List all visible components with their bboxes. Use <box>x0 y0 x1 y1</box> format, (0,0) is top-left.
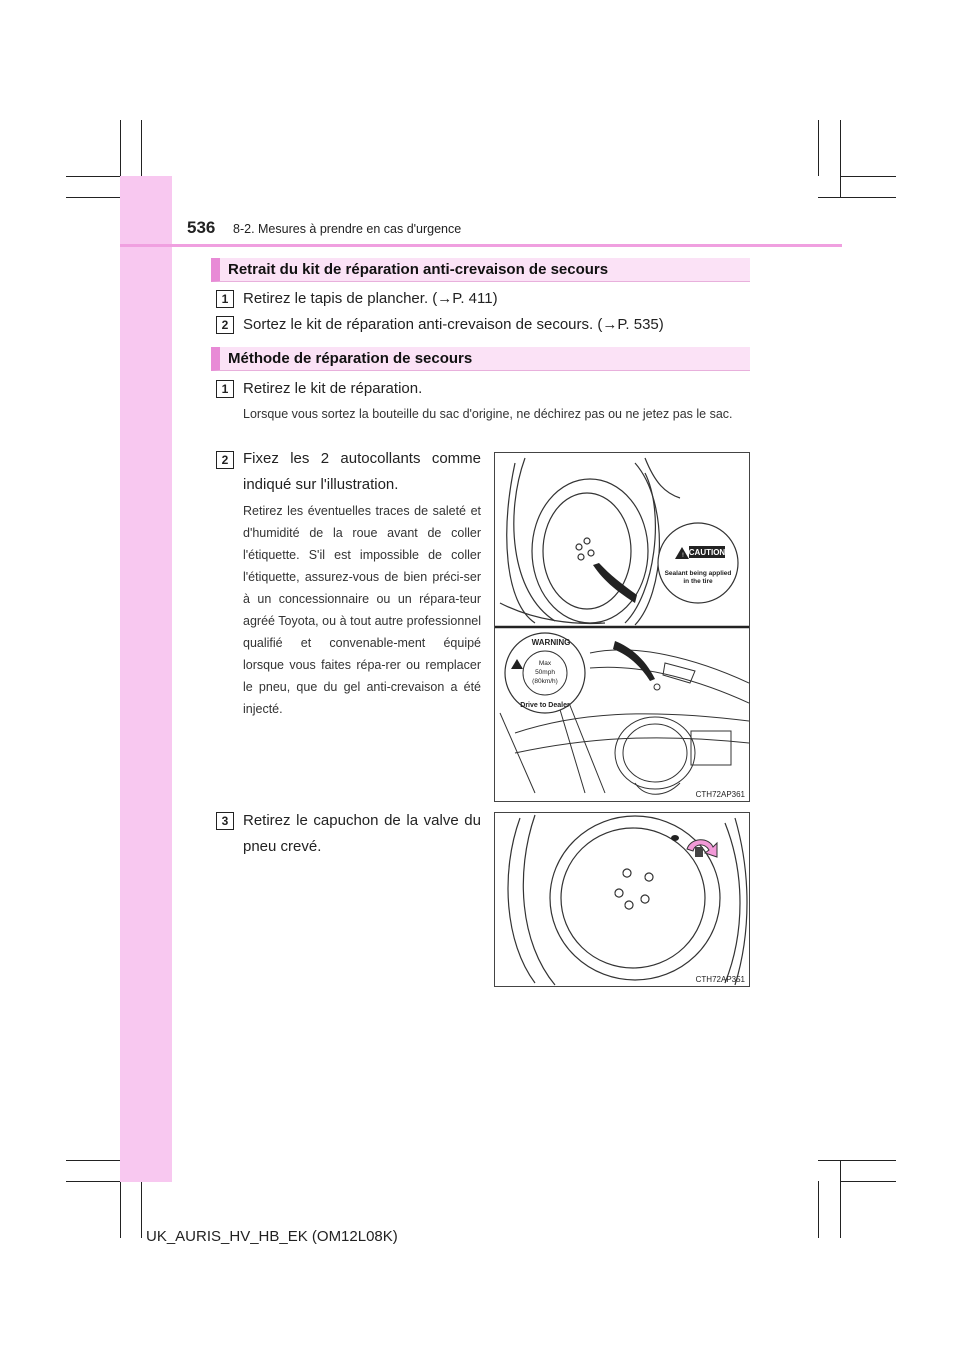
header-rule <box>120 244 842 247</box>
step-number: 3 <box>216 812 234 830</box>
step-number: 2 <box>216 316 234 334</box>
crop-mark <box>818 197 896 198</box>
wheel-valve-drawing <box>495 813 749 986</box>
crop-mark <box>840 1160 841 1238</box>
warning-bottom-text: Drive to Dealer <box>520 702 570 709</box>
crop-mark <box>840 1181 896 1182</box>
crop-mark <box>120 1181 121 1238</box>
warning-speed: 50mph <box>535 669 555 676</box>
step-note: Lorsque vous sortez la bouteille du sac d'origine, ne déchirez pas ou ne jetez pas le sac. <box>243 407 733 421</box>
step-text: Retirez le kit de réparation. <box>243 380 423 397</box>
figure-code: CTH72AP361 <box>695 790 745 799</box>
valve-cap-icon <box>671 835 703 857</box>
step-number: 2 <box>216 451 234 469</box>
footer-model-code: UK_AURIS_HV_HB_EK (OM12L08K) <box>146 1228 398 1245</box>
crop-mark <box>840 120 841 198</box>
step-text: Sortez le kit de réparation anti-crevaison de secours. (→P. 535) <box>243 316 664 333</box>
step-text: Retirez le tapis de plancher. (→P. 411) <box>243 290 498 307</box>
arrow-icon <box>613 641 655 681</box>
step-note: Retirez les éventuelles traces de saleté et d'humidité de la roue avant de coller l'étiquette. S'il est impossible de coller l'étiquette, assurez-vous de bien préci-ser à un concessionnaire ou un répara-teur agréé Toyota, ou à tout autre professionnel qualifié et convenable-ment équipé lorsque vous faites répa-rer ou remplacer le pneu, que du gel anti-crevaison a été injecté. <box>243 504 481 716</box>
wheel-and-dashboard-drawing <box>495 453 749 801</box>
svg-text:!: ! <box>682 553 684 559</box>
crop-mark <box>840 176 896 177</box>
crop-mark <box>66 176 120 177</box>
step-number: 1 <box>216 380 234 398</box>
warning-max: Max <box>538 660 552 667</box>
arrow-icon <box>593 563 637 603</box>
crop-mark <box>66 1181 120 1182</box>
illustration-valve-cap <box>494 812 750 987</box>
step-number: 1 <box>216 290 234 308</box>
page-number: 536 <box>187 218 216 237</box>
step-text: Fixez les 2 autocollants comme indiqué sur l'illustration. <box>243 450 481 493</box>
step-text: Retirez le capuchon de la valve du pneu crevé. <box>243 812 481 855</box>
warning-kmh: (80km/h) <box>532 678 558 685</box>
caution-sticker <box>658 523 738 603</box>
section-heading-removal: Retrait du kit de réparation anti-crevaison de secours <box>211 258 750 282</box>
crop-mark <box>818 1160 896 1161</box>
caution-text-line1: Sealant being applied <box>664 570 732 577</box>
crop-mark <box>818 120 819 176</box>
crop-mark <box>818 1181 819 1238</box>
warning-label: WARNING <box>531 638 571 647</box>
caution-text-line2: in the tire <box>683 578 713 585</box>
chapter-title: 8-2. Mesures à prendre en cas d'urgence <box>233 222 462 236</box>
figure-code: CTH72AP351 <box>695 975 745 984</box>
wheel-sticker-drawing <box>500 458 680 625</box>
side-tab-strip <box>120 176 172 1182</box>
crop-mark <box>120 120 121 176</box>
illustration-sticker-placement <box>494 452 750 802</box>
caution-label: CAUTION <box>688 548 726 557</box>
warning-sticker <box>505 633 585 713</box>
section-heading-repair-method: Méthode de réparation de secours <box>211 347 750 371</box>
